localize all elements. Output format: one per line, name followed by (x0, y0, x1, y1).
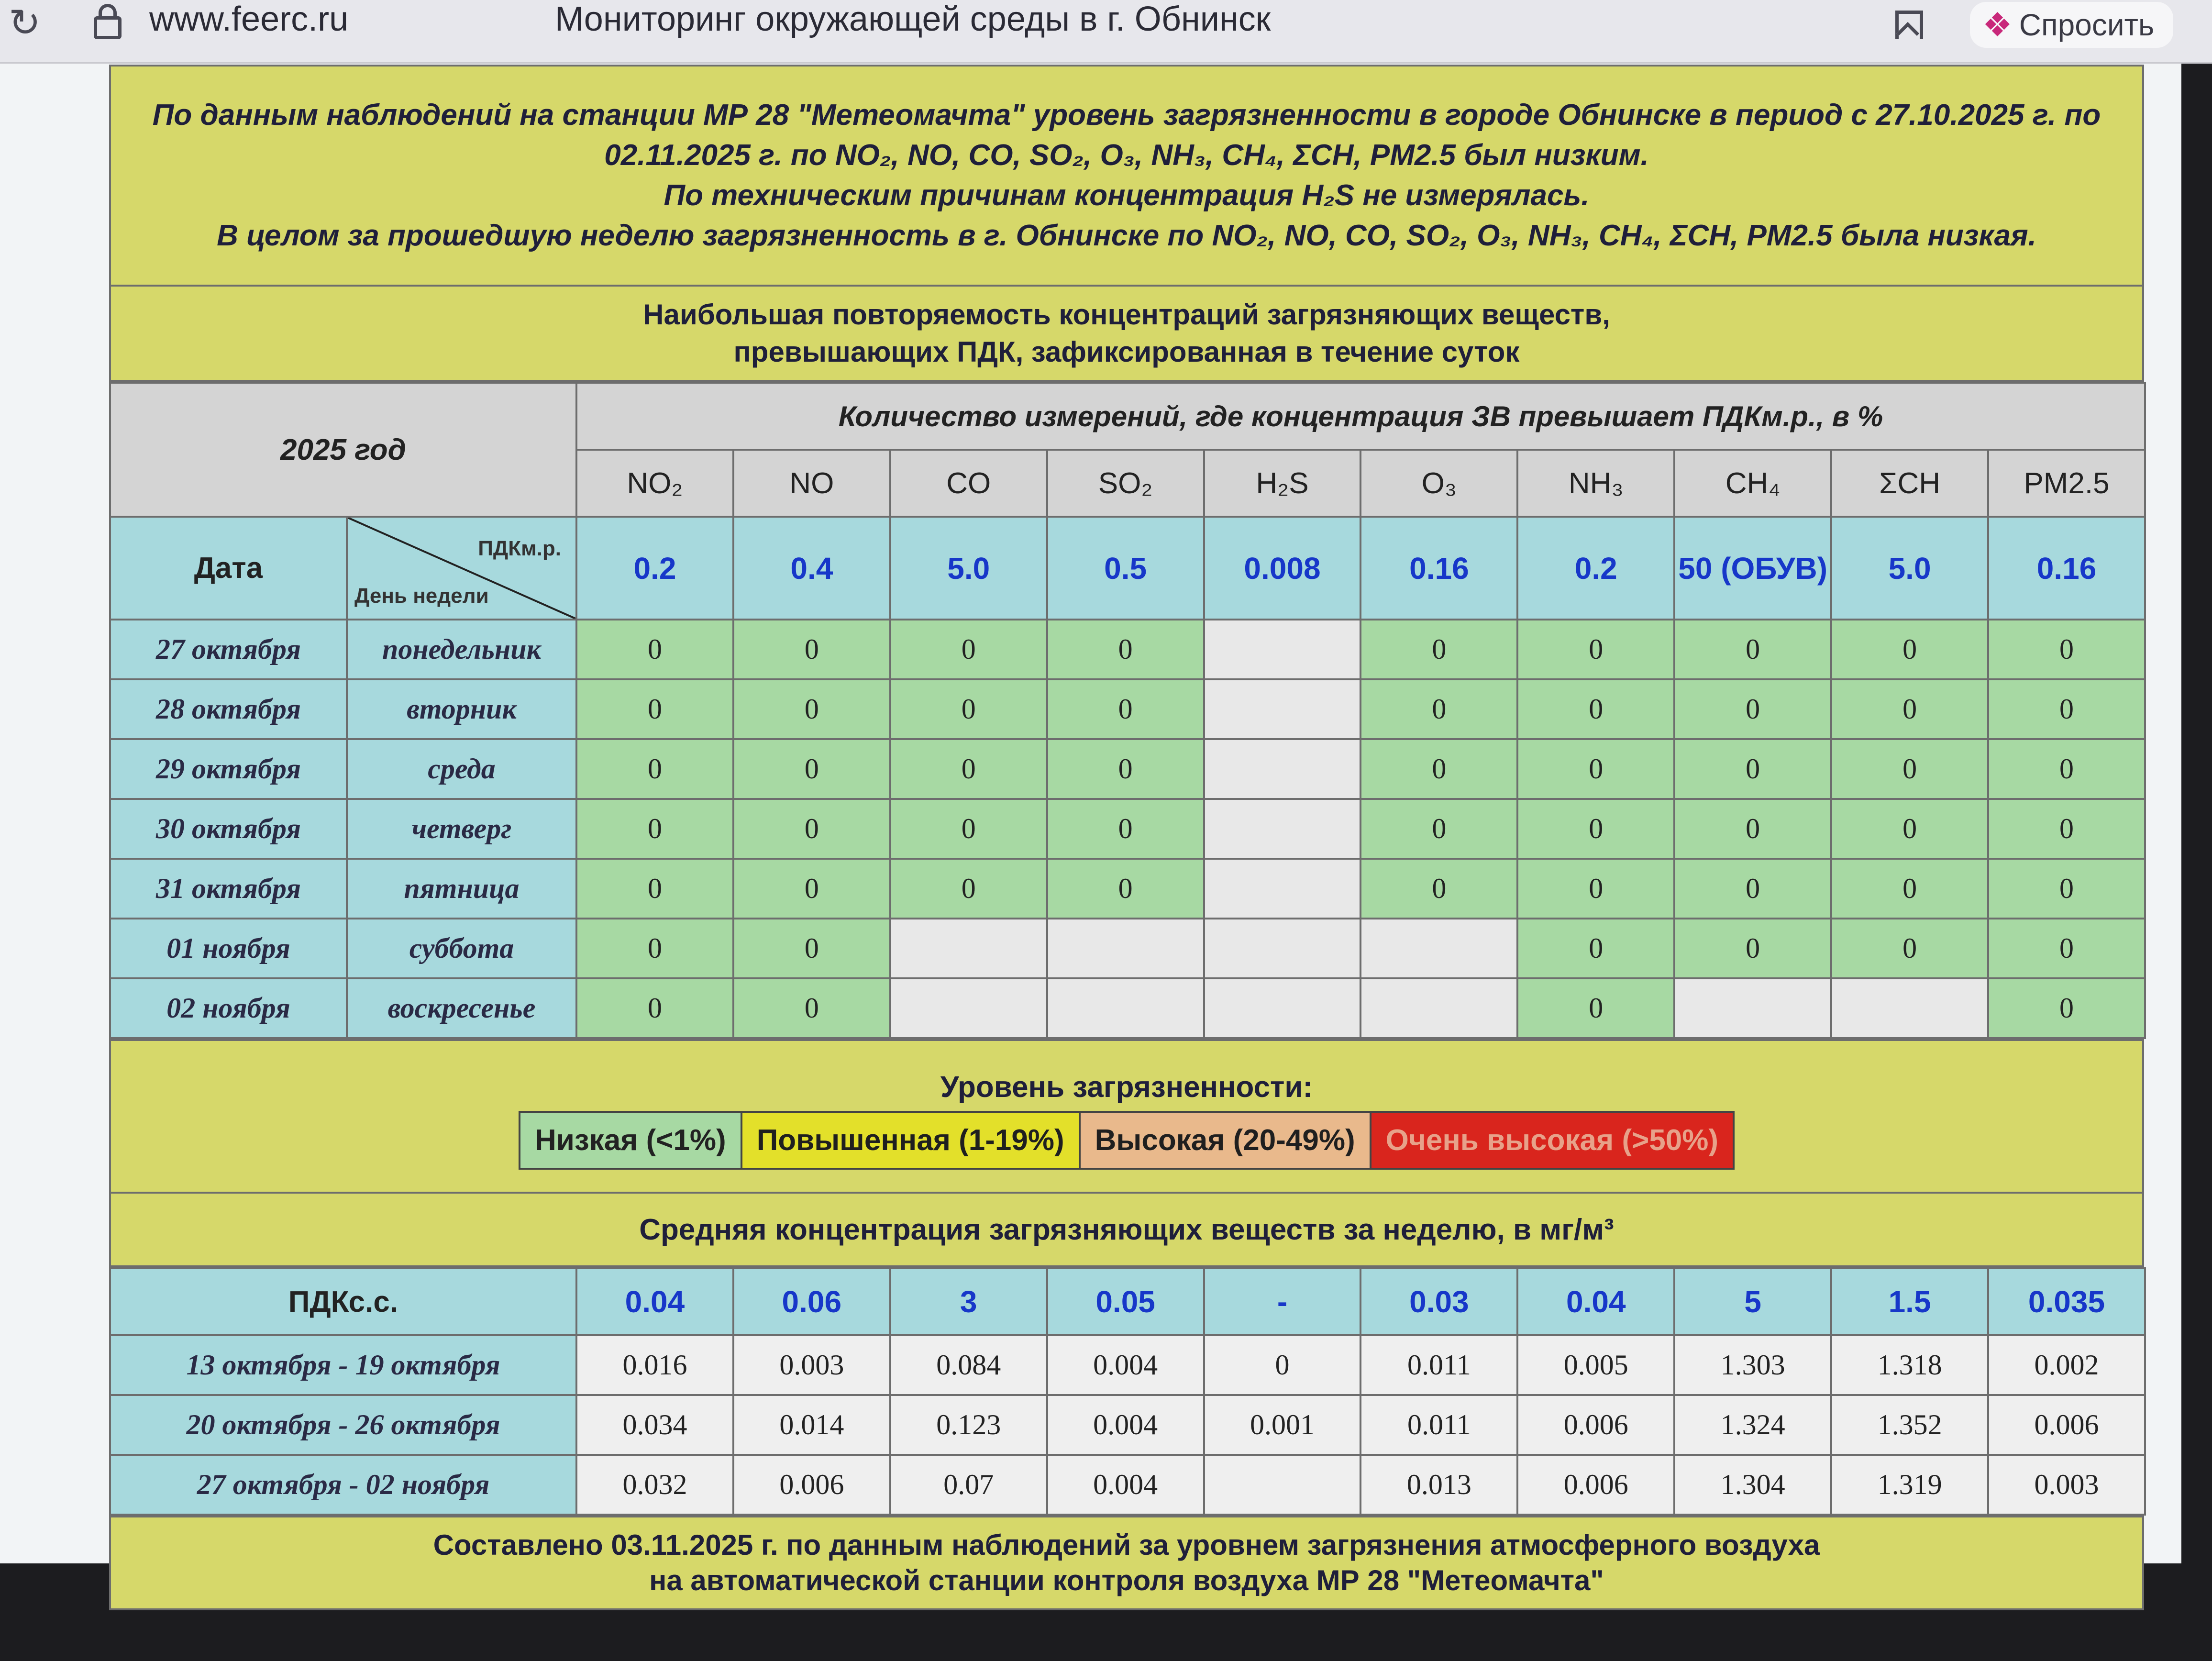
repeat-title-line-1: Наибольшая повторяемость концентраций загрязняющих веществ, (643, 298, 1610, 331)
pollutant-header: CO (890, 450, 1047, 517)
row-weekday: четверг (347, 799, 576, 859)
average-value: 0.006 (1517, 1455, 1674, 1515)
date-label: Дата (110, 517, 347, 620)
average-value: 0.005 (1517, 1335, 1674, 1395)
summary-line-1: По данным наблюдений на станции МР 28 "Метеомачта" уровень загрязненности в городе Обнинске в период с 27.10.2025 г. по 02.11.2025 г. по NO₂, NO, CO, SO₂, O₃, NH₃, CH₄, ΣCH, PM2.5 был низким. (152, 99, 2101, 172)
pollutant-header: H₂S (1204, 450, 1361, 517)
period-label: 20 октября - 26 октября (110, 1395, 576, 1455)
pollutant-header: SO₂ (1047, 450, 1204, 517)
empty-cell (1047, 978, 1204, 1038)
empty-cell (890, 978, 1047, 1038)
average-value: 0.013 (1360, 1455, 1517, 1515)
exceedance-value: 0 (1988, 739, 2145, 799)
average-value: 0.016 (576, 1335, 733, 1395)
row-date: 02 ноября (110, 978, 347, 1038)
exceedance-value: 0 (1674, 679, 1831, 739)
exceedance-value: 0 (890, 799, 1047, 859)
exceedance-value: 0 (1047, 739, 1204, 799)
exceedance-value: 0 (1517, 978, 1674, 1038)
average-value: 1.352 (1831, 1395, 1988, 1455)
average-row (110, 1335, 2145, 1395)
row-date: 29 октября (110, 739, 347, 799)
row-date: 30 октября (110, 799, 347, 859)
exceedance-value: 0 (1988, 859, 2145, 919)
exceedance-value: 0 (1988, 978, 2145, 1038)
exceedance-value: 0 (1674, 620, 1831, 679)
ask-button[interactable] (1970, 2, 2173, 48)
average-value: 0.032 (576, 1455, 733, 1515)
empty-cell (1204, 919, 1361, 978)
pdk-mr-value: 0.008 (1204, 517, 1361, 620)
pdk-mr-value: 0.2 (576, 517, 733, 620)
pdk-cc-value: 0.06 (733, 1268, 890, 1335)
report-tables (109, 65, 2144, 1610)
exceedance-value: 0 (1831, 859, 1988, 919)
exceedance-value: 0 (576, 799, 733, 859)
repeat-title-line-2: превышающих ПДК, зафиксированная в течение суток (733, 335, 1520, 368)
daily-row (110, 919, 2145, 978)
average-table (109, 1267, 2146, 1516)
average-value: 0.006 (1988, 1395, 2145, 1455)
average-value (1204, 1455, 1361, 1515)
average-value: 0.011 (1360, 1395, 1517, 1455)
exceedance-value: 0 (576, 919, 733, 978)
pdk-cc-value: - (1204, 1268, 1361, 1335)
exceedance-value: 0 (1674, 859, 1831, 919)
daily-row (110, 679, 2145, 739)
average-value: 1.319 (1831, 1455, 1988, 1515)
exceedance-value: 0 (1988, 679, 2145, 739)
average-value: 1.324 (1674, 1395, 1831, 1455)
exceedance-value: 0 (1674, 739, 1831, 799)
pdk-cc-value: 1.5 (1831, 1268, 1988, 1335)
average-value: 1.304 (1674, 1455, 1831, 1515)
exceedance-value: 0 (890, 859, 1047, 919)
exceedance-value: 0 (733, 679, 890, 739)
pdk-corner-label: ПДКм.р. (478, 537, 561, 560)
average-value: 0.006 (733, 1455, 890, 1515)
exceedance-table (109, 382, 2146, 1039)
summary-table (109, 65, 2144, 382)
reload-icon[interactable]: ↻ (9, 1, 41, 44)
exceedance-value: 0 (1360, 620, 1517, 679)
average-row (110, 1455, 2145, 1515)
summary-line-2: По техническим причинам концентрация H₂S не измерялась. (664, 179, 1590, 212)
empty-cell (1204, 978, 1361, 1038)
pdk-mr-value: 0.16 (1988, 517, 2145, 620)
pdk-mr-value: 0.16 (1360, 517, 1517, 620)
legend-item: Очень высокая (>50%) (1371, 1113, 1733, 1168)
measure-title: Количество измерений, где концентрация ЗВ превышает ПДКм.р., в % (576, 383, 2145, 450)
exceedance-value: 0 (1360, 739, 1517, 799)
daily-row (110, 620, 2145, 679)
exceedance-value: 0 (890, 739, 1047, 799)
pdk-cc-value: 0.035 (1988, 1268, 2145, 1335)
empty-cell (1204, 620, 1361, 679)
exceedance-value: 0 (1831, 620, 1988, 679)
lock-icon[interactable] (94, 16, 122, 39)
summary-block (110, 66, 2143, 286)
year-header: 2025 год (110, 383, 576, 517)
row-weekday: вторник (347, 679, 576, 739)
exceedance-value: 0 (1674, 919, 1831, 978)
legend-item: Высокая (20-49%) (1081, 1113, 1371, 1168)
exceedance-value: 0 (890, 679, 1047, 739)
footer-note (110, 1517, 2143, 1609)
period-label: 13 октября - 19 октября (110, 1335, 576, 1395)
daily-row (110, 859, 2145, 919)
pollutant-header: ΣCH (1831, 450, 1988, 517)
footer-line-2: на автоматической станции контроля воздуха МР 28 "Метеомачта" (649, 1564, 1604, 1596)
average-value: 0.123 (890, 1395, 1047, 1455)
page-title: Мониторинг окружающей среды в г. Обнинск (555, 0, 1271, 38)
empty-cell (1674, 978, 1831, 1038)
pdk-cc-label: ПДКс.с. (110, 1268, 576, 1335)
average-value: 0.003 (1988, 1455, 2145, 1515)
exceedance-value: 0 (1047, 859, 1204, 919)
pdk-cc-value: 3 (890, 1268, 1047, 1335)
pdk-cc-value: 0.04 (1517, 1268, 1674, 1335)
pdk-cc-row (110, 1268, 2145, 1335)
exceedance-value: 0 (733, 620, 890, 679)
pdk-cc-value: 0.04 (576, 1268, 733, 1335)
exceedance-value: 0 (1047, 799, 1204, 859)
daily-row (110, 978, 2145, 1038)
pdk-row (110, 517, 2145, 620)
pdk-mr-value: 5.0 (1831, 517, 1988, 620)
average-value: 0.003 (733, 1335, 890, 1395)
exceedance-value: 0 (1988, 620, 2145, 679)
exceedance-value: 0 (1674, 799, 1831, 859)
legend-item: Низкая (<1%) (520, 1113, 742, 1168)
empty-cell (1360, 978, 1517, 1038)
weekday-corner-label: День недели (354, 584, 489, 608)
ask-icon: ❖ (1982, 6, 2013, 44)
exceedance-value: 0 (1360, 679, 1517, 739)
empty-cell (890, 919, 1047, 978)
pollutant-header: O₃ (1360, 450, 1517, 517)
average-value: 0.001 (1204, 1395, 1361, 1455)
exceedance-value: 0 (1988, 799, 2145, 859)
exceedance-value: 0 (890, 620, 1047, 679)
pdk-mr-value: 0.4 (733, 517, 890, 620)
daily-row (110, 799, 2145, 859)
empty-cell (1831, 978, 1988, 1038)
exceedance-value: 0 (1517, 739, 1674, 799)
pdk-cc-value: 0.05 (1047, 1268, 1204, 1335)
pollutant-header: NO₂ (576, 450, 733, 517)
row-date: 28 октября (110, 679, 347, 739)
exceedance-value: 0 (1517, 620, 1674, 679)
row-date: 31 октября (110, 859, 347, 919)
ask-button-label: Спросить (2019, 8, 2155, 42)
row-date: 27 октября (110, 620, 347, 679)
legend-title: Уровень загрязненности: (940, 1070, 1313, 1104)
empty-cell (1047, 919, 1204, 978)
average-value: 0.004 (1047, 1335, 1204, 1395)
exceedance-value: 0 (1988, 919, 2145, 978)
pollutant-header: CH₄ (1674, 450, 1831, 517)
exceedance-value: 0 (1047, 679, 1204, 739)
row-weekday: понедельник (347, 620, 576, 679)
exceedance-value: 0 (1831, 799, 1988, 859)
row-date: 01 ноября (110, 919, 347, 978)
pdk-mr-value: 0.2 (1517, 517, 1674, 620)
exceedance-value: 0 (733, 739, 890, 799)
pollutant-header: NH₃ (1517, 450, 1674, 517)
address-bar-url[interactable]: www.feerc.ru (149, 0, 349, 38)
legend-block (110, 1040, 2143, 1193)
exceedance-value: 0 (1517, 799, 1674, 859)
footer-line-1: Составлено 03.11.2025 г. по данным наблюдений за уровнем загрязнения атмосферного воздуха (433, 1529, 1820, 1561)
exceedance-value: 0 (1831, 919, 1988, 978)
pdk-mr-value: 5.0 (890, 517, 1047, 620)
exceedance-value: 0 (576, 859, 733, 919)
avg-title: Средняя концентрация загрязняющих веществ за неделю, в мг/м³ (110, 1193, 2143, 1266)
exceedance-value: 0 (1831, 679, 1988, 739)
exceedance-value: 0 (1047, 620, 1204, 679)
empty-cell (1204, 739, 1361, 799)
pdk-cc-value: 5 (1674, 1268, 1831, 1335)
row-weekday: суббота (347, 919, 576, 978)
repeat-title (110, 286, 2143, 381)
exceedance-value: 0 (576, 620, 733, 679)
average-value: 0.034 (576, 1395, 733, 1455)
empty-cell (1360, 919, 1517, 978)
summary-line-3: В целом за прошедшую неделю загрязненность в г. Обнинске по NO₂, NO, CO, SO₂, O₃, NH₃, CH₄, ΣCH, PM2.5 была низкая. (217, 219, 2036, 252)
exceedance-value: 0 (1360, 859, 1517, 919)
average-value: 0.004 (1047, 1455, 1204, 1515)
exceedance-value: 0 (1517, 859, 1674, 919)
legend (519, 1111, 1735, 1170)
average-value: 0.006 (1517, 1395, 1674, 1455)
average-value: 1.303 (1674, 1335, 1831, 1395)
browser-toolbar (0, 0, 2212, 64)
daily-row (110, 739, 2145, 799)
average-value: 1.318 (1831, 1335, 1988, 1395)
exceedance-value: 0 (1517, 679, 1674, 739)
exceedance-value: 0 (733, 978, 890, 1038)
exceedance-value: 0 (1831, 739, 1988, 799)
average-row (110, 1395, 2145, 1455)
empty-cell (1204, 859, 1361, 919)
exceedance-value: 0 (576, 978, 733, 1038)
average-value: 0.084 (890, 1335, 1047, 1395)
exceedance-value: 0 (733, 799, 890, 859)
page-content (0, 64, 2181, 1596)
period-label: 27 октября - 02 ноября (110, 1455, 576, 1515)
average-value: 0.07 (890, 1455, 1047, 1515)
exceedance-value: 0 (733, 919, 890, 978)
exceedance-value: 0 (576, 739, 733, 799)
row-weekday: пятница (347, 859, 576, 919)
pdk-weekday-corner (347, 517, 576, 620)
footer-table (109, 1516, 2144, 1610)
exceedance-value: 0 (576, 679, 733, 739)
average-value: 0.002 (1988, 1335, 2145, 1395)
average-value: 0.004 (1047, 1395, 1204, 1455)
exceedance-value: 0 (733, 859, 890, 919)
pollutant-header: NO (733, 450, 890, 517)
pdk-mr-value: 50 (ОБУВ) (1674, 517, 1831, 620)
row-weekday: среда (347, 739, 576, 799)
pdk-cc-value: 0.03 (1360, 1268, 1517, 1335)
empty-cell (1204, 799, 1361, 859)
average-value: 0 (1204, 1335, 1361, 1395)
legend-table (109, 1039, 2144, 1267)
average-value: 0.011 (1360, 1335, 1517, 1395)
average-value: 0.014 (733, 1395, 890, 1455)
exceedance-value: 0 (1517, 919, 1674, 978)
pollutant-header: PM2.5 (1988, 450, 2145, 517)
bookmark-icon[interactable] (1895, 11, 1923, 39)
pdk-mr-value: 0.5 (1047, 517, 1204, 620)
legend-item: Повышенная (1-19%) (742, 1113, 1081, 1168)
exceedance-value: 0 (1360, 799, 1517, 859)
empty-cell (1204, 679, 1361, 739)
row-weekday: воскресенье (347, 978, 576, 1038)
